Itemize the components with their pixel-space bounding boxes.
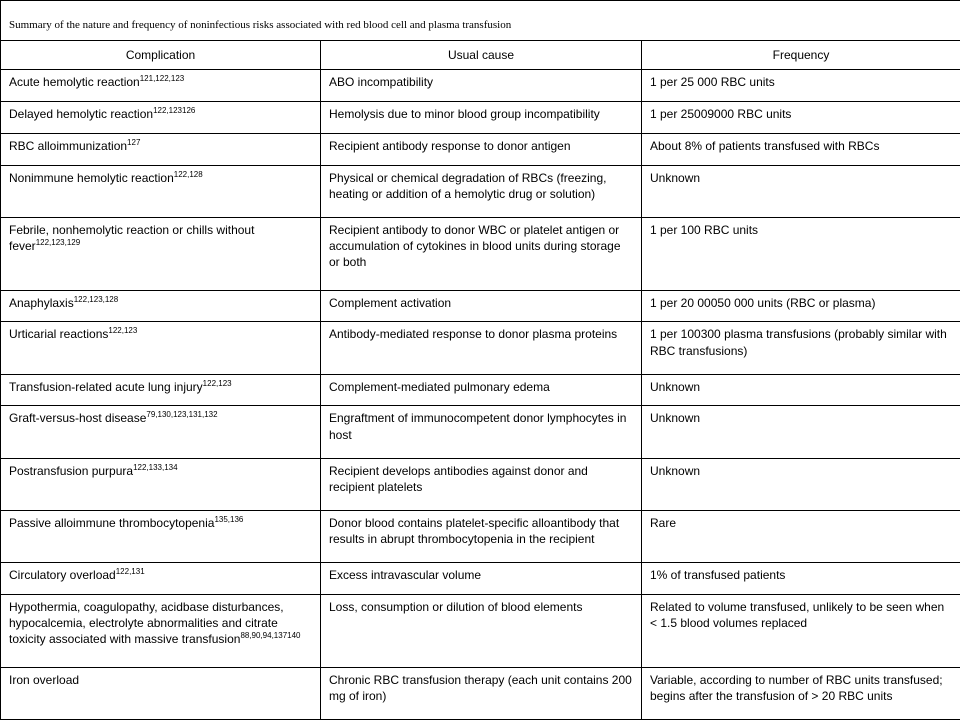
complication-cell bbox=[1, 374, 321, 406]
complication-name: Anaphylaxis bbox=[9, 295, 74, 310]
complication-cell bbox=[1, 406, 321, 458]
frequency-cell: Unknown bbox=[642, 458, 960, 510]
usual-cause-cell: Donor blood contains platelet-specific alloantibody that results in abrupt thrombocytopenia in the recipient bbox=[321, 510, 642, 562]
reference-superscript: 122,131 bbox=[115, 567, 145, 577]
reference-superscript: 122,123 bbox=[108, 326, 138, 336]
complication-cell bbox=[1, 458, 321, 510]
complication-cell bbox=[1, 563, 321, 595]
table-row bbox=[1, 217, 960, 290]
frequency-cell: 1 per 25009000 RBC units bbox=[642, 102, 960, 134]
complication-name: Urticarial reactions bbox=[9, 327, 109, 342]
frequency-cell: Unknown bbox=[642, 406, 960, 458]
table-row bbox=[1, 667, 960, 719]
complication-name: Febrile, nonhemolytic reaction or chills without fever bbox=[9, 222, 255, 254]
complication-name: RBC alloimmunization bbox=[9, 138, 128, 153]
complication-name: Acute hemolytic reaction bbox=[9, 75, 140, 90]
table-row bbox=[1, 563, 960, 595]
complication-cell bbox=[1, 70, 321, 102]
complication-cell bbox=[1, 290, 321, 322]
complication-name: Circulatory overload bbox=[9, 568, 116, 583]
table-row bbox=[1, 510, 960, 562]
complication-name: Delayed hemolytic reaction bbox=[9, 107, 154, 122]
usual-cause-cell: Complement-mediated pulmonary edema bbox=[321, 374, 642, 406]
usual-cause-cell: ABO incompatibility bbox=[321, 70, 642, 102]
usual-cause-cell: Physical or chemical degradation of RBCs (freezing, heating or addition of a hemolytic drug or solution) bbox=[321, 165, 642, 217]
complication-name: Graft-versus-host disease bbox=[9, 411, 147, 426]
table-title: Summary of the nature and frequency of noninfectious risks associated with red blood cell and plasma transfusion bbox=[1, 1, 960, 41]
usual-cause-cell: Excess intravascular volume bbox=[321, 563, 642, 595]
table-row bbox=[1, 133, 960, 165]
usual-cause-cell: Recipient antibody to donor WBC or platelet antigen or accumulation of cytokines in blood units during storage or both bbox=[321, 217, 642, 290]
complication-name: Iron overload bbox=[9, 672, 80, 687]
frequency-cell: Rare bbox=[642, 510, 960, 562]
complication-name: Transfusion-related acute lung injury bbox=[9, 379, 203, 394]
reference-superscript: 79,130,123,131,132 bbox=[146, 410, 218, 420]
reference-superscript: 122,123,128 bbox=[73, 294, 119, 304]
header-frequency: Frequency bbox=[642, 41, 960, 70]
complication-cell bbox=[1, 165, 321, 217]
complication-cell bbox=[1, 102, 321, 134]
complication-name: Hypothermia, coagulopathy, acidbase disturbances, hypocalcemia, electrolyte abnormalities and citrate toxicity associated with massive transfusion bbox=[9, 599, 284, 647]
frequency-cell: 1 per 25 000 RBC units bbox=[642, 70, 960, 102]
complication-cell bbox=[1, 217, 321, 290]
reference-superscript: 122,133,134 bbox=[133, 462, 178, 472]
frequency-cell: Related to volume transfused, unlikely to be seen when < 1.5 blood volumes replaced bbox=[642, 594, 960, 667]
table-row bbox=[1, 594, 960, 667]
table-row bbox=[1, 290, 960, 322]
complication-cell bbox=[1, 667, 321, 719]
complication-cell bbox=[1, 594, 321, 667]
frequency-cell: 1% of transfused patients bbox=[642, 563, 960, 595]
reference-superscript: 122,128 bbox=[173, 169, 203, 179]
reference-superscript: 88,90,94,137140 bbox=[240, 631, 301, 641]
frequency-cell: Variable, according to number of RBC units transfused; begins after the transfusion of > 20 RBC units bbox=[642, 667, 960, 719]
usual-cause-cell: Engraftment of immunocompetent donor lymphocytes in host bbox=[321, 406, 642, 458]
usual-cause-cell: Hemolysis due to minor blood group incompatibility bbox=[321, 102, 642, 134]
usual-cause-cell: Complement activation bbox=[321, 290, 642, 322]
complication-cell bbox=[1, 133, 321, 165]
reference-superscript: 121,122,123 bbox=[139, 74, 185, 84]
table-row bbox=[1, 458, 960, 510]
reference-superscript: 135,136 bbox=[214, 514, 244, 524]
frequency-cell: Unknown bbox=[642, 165, 960, 217]
table-row bbox=[1, 406, 960, 458]
usual-cause-cell: Loss, consumption or dilution of blood elements bbox=[321, 594, 642, 667]
complication-name: Passive alloimmune thrombocytopenia bbox=[9, 515, 215, 530]
table-row bbox=[1, 165, 960, 217]
table-row bbox=[1, 70, 960, 102]
frequency-cell: About 8% of patients transfused with RBCs bbox=[642, 133, 960, 165]
header-usual-cause: Usual cause bbox=[321, 41, 642, 70]
complication-name: Nonimmune hemolytic reaction bbox=[9, 170, 174, 185]
header-row bbox=[1, 41, 960, 70]
usual-cause-cell: Antibody-mediated response to donor plasma proteins bbox=[321, 322, 642, 374]
frequency-cell: 1 per 100300 plasma transfusions (probably similar with RBC transfusions) bbox=[642, 322, 960, 374]
usual-cause-cell: Recipient antibody response to donor antigen bbox=[321, 133, 642, 165]
table-row bbox=[1, 102, 960, 134]
reference-superscript: 122,123,129 bbox=[35, 238, 81, 248]
frequency-cell: 1 per 20 00050 000 units (RBC or plasma) bbox=[642, 290, 960, 322]
table-row bbox=[1, 374, 960, 406]
reference-superscript: 122,123126 bbox=[153, 106, 196, 116]
usual-cause-cell: Chronic RBC transfusion therapy (each unit contains 200 mg of iron) bbox=[321, 667, 642, 719]
title-row bbox=[1, 1, 960, 41]
usual-cause-cell: Recipient develops antibodies against donor and recipient platelets bbox=[321, 458, 642, 510]
table-row bbox=[1, 322, 960, 374]
complication-name: Postransfusion purpura bbox=[9, 463, 134, 478]
complication-cell bbox=[1, 322, 321, 374]
reference-superscript: 127 bbox=[127, 137, 141, 147]
frequency-cell: Unknown bbox=[642, 374, 960, 406]
frequency-cell: 1 per 100 RBC units bbox=[642, 217, 960, 290]
reference-superscript: 122,123 bbox=[202, 378, 232, 388]
complication-cell bbox=[1, 510, 321, 562]
header-complication: Complication bbox=[1, 41, 321, 70]
